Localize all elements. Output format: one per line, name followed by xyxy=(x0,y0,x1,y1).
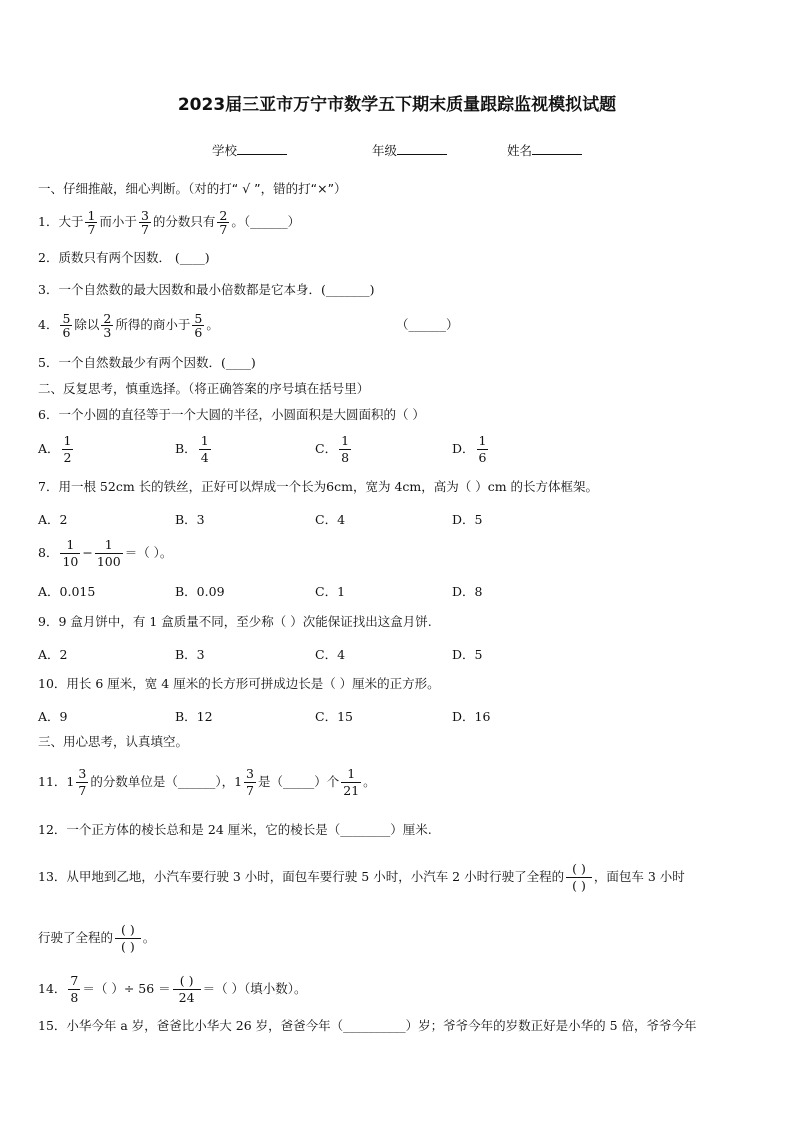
q6-option-c[interactable] xyxy=(315,433,353,466)
q8-f1-num: 1 xyxy=(66,537,75,552)
q6-c-label: C． xyxy=(315,441,338,456)
q11-number: 11． xyxy=(38,774,67,789)
q13-text-end: 。 xyxy=(142,930,156,945)
q6-b-label: B． xyxy=(175,441,197,456)
q11-f3-den: 21 xyxy=(343,783,360,798)
q13-text-mid: ，面包车 3 小时 xyxy=(593,869,685,884)
q4-f1-num: 5 xyxy=(62,310,71,326)
q6-option-d[interactable] xyxy=(452,433,490,466)
q11-f1-den: 7 xyxy=(78,783,87,798)
q8-f1-den: 10 xyxy=(62,554,79,569)
q13-text-2: 行驶了全程的 xyxy=(38,930,114,945)
q8-number: 8． xyxy=(38,545,59,560)
q13-f1-den: ( ) xyxy=(566,877,592,894)
q11-whole-2: 1 xyxy=(234,774,243,789)
q4-f3-den: 6 xyxy=(194,325,203,340)
q9-option-b[interactable]: B．3 xyxy=(175,647,205,662)
q1-f1-num: 1 xyxy=(87,207,96,223)
q11-f2-den: 7 xyxy=(246,783,254,798)
q14-text-a: ＝（ ）÷ 56 ＝ xyxy=(82,981,171,996)
q14-number: 14． xyxy=(38,981,67,996)
q14-fraction-1 xyxy=(68,973,80,1006)
q6-c-den: 8 xyxy=(341,450,350,465)
q11-text-b: 是（_____）个 xyxy=(257,774,340,789)
q10-option-c[interactable]: C．15 xyxy=(315,709,353,724)
q14-f1-num: 7 xyxy=(70,973,79,988)
q6-a-label: A． xyxy=(38,441,60,456)
q14-f1-den: 8 xyxy=(70,990,79,1005)
q11-f2-num: 3 xyxy=(246,766,254,781)
question-13-line-1 xyxy=(38,856,685,898)
q8-f2-den: 100 xyxy=(96,554,121,569)
q4-answer-paren[interactable]: （______） xyxy=(396,317,459,332)
question-5: 5．一个自然数最少有两个因数．(____) xyxy=(38,355,256,370)
q1-fraction-2 xyxy=(139,209,151,236)
q4-fraction-1 xyxy=(60,312,72,339)
name-field xyxy=(507,141,582,159)
q8-tail: ＝（ ）。 xyxy=(124,545,173,560)
q10-option-b[interactable]: B．12 xyxy=(175,709,213,724)
q4-text-a: 除以 xyxy=(74,317,100,332)
q4-fraction-3 xyxy=(192,312,204,339)
q6-option-b[interactable] xyxy=(175,433,213,466)
q6-b-num: 1 xyxy=(200,433,209,448)
question-12: 12．一个正方体的棱长总和是 24 厘米，它的棱长是（________）厘米. xyxy=(38,822,432,837)
q8-option-a[interactable]: A．0.015 xyxy=(38,584,96,599)
q8-option-b[interactable]: B．0.09 xyxy=(175,584,225,599)
q10-option-d[interactable]: D．16 xyxy=(452,709,491,724)
q11-text-c: 。 xyxy=(363,774,376,789)
q11-fraction-1 xyxy=(76,766,88,799)
q6-d-den: 6 xyxy=(478,450,487,465)
grade-field xyxy=(372,141,447,159)
q13-f1-num: ( ) xyxy=(572,861,586,876)
q1-text-b: 而小于 xyxy=(99,214,137,229)
q1-fraction-3 xyxy=(217,209,229,236)
q4-f3-num: 5 xyxy=(194,310,203,326)
question-11 xyxy=(38,764,376,800)
q7-option-d[interactable]: D．5 xyxy=(452,512,483,527)
q11-f1-num: 3 xyxy=(78,766,87,781)
q6-b-den: 4 xyxy=(200,450,209,465)
question-14 xyxy=(38,971,307,1007)
question-2: 2．质数只有两个因数． (____) xyxy=(38,250,210,265)
q1-text-c: 的分数只有 xyxy=(152,214,216,229)
question-1 xyxy=(38,206,300,238)
q6-a-num: 1 xyxy=(63,433,72,448)
q14-f2-num: ( ) xyxy=(179,973,194,988)
question-10: 10．用长 6 厘米，宽 4 厘米的长方形可拼成边长是（ ）厘米的正方形。 xyxy=(38,676,440,691)
q6-b-fraction xyxy=(199,433,211,466)
q6-d-label: D． xyxy=(452,441,475,456)
q4-fraction-2 xyxy=(101,312,113,339)
q1-text-d[interactable]: 。（______） xyxy=(231,214,301,229)
q8-option-c[interactable]: C．1 xyxy=(315,584,346,599)
q11-f3-num: 1 xyxy=(347,766,356,781)
question-4 xyxy=(38,309,219,341)
q4-text-b: 所得的商小于 xyxy=(115,317,191,332)
q6-d-fraction xyxy=(477,433,489,466)
q1-f1-den: 7 xyxy=(87,222,96,237)
q9-option-a[interactable]: A．2 xyxy=(38,647,68,662)
q1-text-a: 大于 xyxy=(58,214,84,229)
q7-option-b[interactable]: B．3 xyxy=(175,512,205,527)
q13-f2-den: ( ) xyxy=(115,938,141,955)
section-2-heading: 二、反复思考，慎重选择。（将正确答案的序号填在括号里） xyxy=(38,381,370,396)
name-blank xyxy=(532,142,582,155)
q8-option-d[interactable]: D．8 xyxy=(452,584,483,599)
q11-text-a: 的分数单位是（______）， xyxy=(90,774,235,789)
question-7: 7．用一根 52cm 长的铁丝，正好可以焊成一个长为6cm，宽为 4cm，高为（ ）cm 的长方体框架。 xyxy=(38,479,599,494)
q6-a-fraction xyxy=(62,433,74,466)
school-field xyxy=(212,141,287,159)
q13-answer-fraction-1[interactable] xyxy=(566,861,592,894)
q1-f2-num: 3 xyxy=(140,207,149,223)
q9-option-d[interactable]: D．5 xyxy=(452,647,483,662)
q1-fraction-1 xyxy=(85,209,97,236)
q4-f1-den: 6 xyxy=(62,325,71,340)
q6-c-fraction xyxy=(339,433,351,466)
q13-answer-fraction-2[interactable] xyxy=(115,922,141,955)
page-title: 2023届三亚市万宁市数学五下期末质量跟踪监视模拟试题 xyxy=(177,95,617,115)
q8-minus: − xyxy=(82,545,93,560)
q7-option-c[interactable]: C．4 xyxy=(315,512,346,527)
q8-f2-num: 1 xyxy=(104,537,113,552)
q11-fraction-3 xyxy=(341,766,361,799)
q13-f2-num: ( ) xyxy=(121,922,135,937)
q14-f2-den: 24 xyxy=(173,989,201,1006)
q11-fraction-2 xyxy=(244,766,256,799)
q4-f2-den: 3 xyxy=(103,325,112,340)
q13-text-1: 13．从甲地到乙地，小汽车要行驶 3 小时，面包车要行驶 5 小时，小汽车 2 小时行驶了全程的 xyxy=(38,869,565,884)
grade-label: 年级 xyxy=(372,143,398,158)
q11-whole-1: 1 xyxy=(66,774,75,789)
q1-number: 1． xyxy=(38,214,59,229)
q7-option-a[interactable]: A．2 xyxy=(38,512,68,527)
q6-d-num: 1 xyxy=(478,433,487,448)
name-label: 姓名 xyxy=(507,143,533,158)
q1-f3-den: 7 xyxy=(219,222,228,237)
q8-fraction-1 xyxy=(60,537,80,570)
q1-f2-den: 7 xyxy=(140,222,149,237)
question-3: 3．一个自然数的最大因数和最小倍数都是它本身．(_______) xyxy=(38,282,375,297)
school-blank xyxy=(237,142,287,155)
section-3-heading: 三、用心思考，认真填空。 xyxy=(38,734,189,749)
q10-option-a[interactable]: A．9 xyxy=(38,709,68,724)
school-label: 学校 xyxy=(212,143,238,158)
section-1-heading: 一、仔细推敲，细心判断。（对的打“ √ ”，错的打“×”） xyxy=(38,181,347,196)
q14-fraction-2[interactable] xyxy=(173,973,201,1006)
q9-option-c[interactable]: C．4 xyxy=(315,647,346,662)
grade-blank xyxy=(397,142,447,155)
question-9: 9．9 盒月饼中，有 1 盒质量不同，至少称（ ）次能保证找出这盒月饼. xyxy=(38,614,432,629)
question-6: 6．一个小圆的直径等于一个大圆的半径，小圆面积是大圆面积的（ ） xyxy=(38,407,425,422)
q4-text-c: 。 xyxy=(206,317,219,332)
q6-c-num: 1 xyxy=(341,433,350,448)
q6-a-den: 2 xyxy=(63,450,72,465)
question-15: 15．小华今年 a 岁，爸爸比小华大 26 岁，爸爸今年（__________）岁；爷爷今年的岁数正好是小华的 5 倍，爷爷今年 xyxy=(38,1018,697,1033)
q4-number: 4． xyxy=(38,317,59,332)
q8-fraction-2 xyxy=(95,537,123,570)
q1-f3-num: 2 xyxy=(219,207,228,223)
question-8 xyxy=(38,536,172,570)
q4-f2-num: 2 xyxy=(103,310,112,326)
q6-option-a[interactable] xyxy=(38,433,75,466)
question-13-line-2 xyxy=(38,917,155,959)
q14-text-b: ＝（ ）（填小数）。 xyxy=(202,981,307,996)
